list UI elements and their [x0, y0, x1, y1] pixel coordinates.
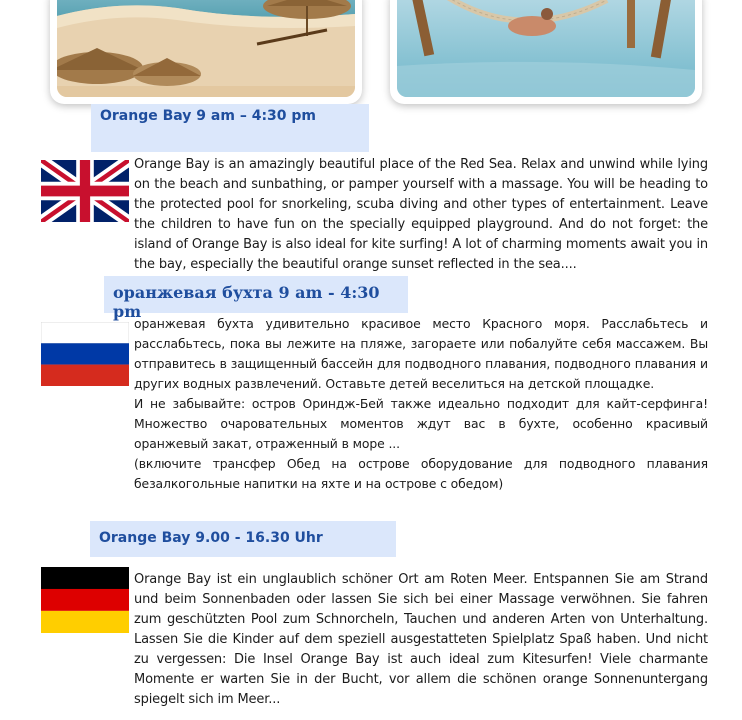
sea-hammock-photo-icon — [397, 0, 695, 97]
beach-umbrellas-photo-icon — [57, 0, 355, 97]
section-heading-en: Orange Bay 9 am – 4:30 pm — [91, 104, 369, 152]
section-heading-de: Orange Bay 9.00 - 16.30 Uhr — [90, 521, 396, 557]
section-heading-ru: оранжевая бухта 9 am - 4:30 pm — [104, 276, 408, 313]
paragraph-ru-2: И не забывайте: остров Ориндж-Бей также идеально подходит для кайт-серфинга! Множество очаровательных моментов ждут вас в бухте, особенно красивый оранжевый закат, отраженный в море ... — [134, 396, 708, 451]
paragraph-en-1: Orange Bay is an amazingly beautiful place of the Red Sea. Relax and unwind while lying on the beach and sunbathing, or pamper yourself with a massage. You will be heading to the protected pool for snorkeling, scuba diving and other types of entertainment. Leave the children to have fun on the specially equipped playground. And do not forget: the island of Orange Bay is also ideal for kite surfing! A lot of charming moments await you in the bay, especially the beautiful orange sunset reflected in the sea.... — [134, 157, 708, 272]
russia-flag-icon — [41, 322, 129, 386]
paragraph-ru-1: оранжевая бухта удивительно красивое место Красного моря. Расслабьтесь и расслабьтесь, пока вы лежите на пляже, загораете или побалуйте себя массажем. Вы отправитесь в защищенный бассейн для подводного плавания, подводного плавания и других водных развлечений. Оставьте детей веселиться на детской площадке. — [134, 316, 708, 391]
paragraph-de-1: Orange Bay ist ein unglaublich schöner Ort am Roten Meer. Entspannen Sie am Strand und beim Sonnenbaden oder lassen Sie sich bei einer Massage verwöhnen. Sie fahren zum geschützten Pool zum Schnorcheln, Tauchen und anderen Arten von Unterhaltung. Lassen Sie die Kinder auf dem speziell ausgestatteten Spielplatz Spaß haben. Und nicht zu vergessen: Die Insel Orange Bay ist auch ideal zum Kitesurfen! Viele charmante Momente er warten Sie in der Bucht, vor allem die schönen orange Sonnenuntergang spiegelt sich im Meer... — [134, 572, 708, 707]
description-en — [134, 155, 708, 275]
paragraph-ru-3: (включите трансфер Обед на острове оборудование для подводного плавания безалкогольные напитки на яхте и на острове с обедом) — [134, 456, 708, 491]
description-ru — [134, 314, 708, 494]
uk-flag-icon — [41, 160, 129, 222]
beach-photo — [50, 0, 362, 104]
germany-flag-icon — [41, 567, 129, 633]
hammock-photo — [390, 0, 702, 104]
description-de — [134, 570, 708, 710]
